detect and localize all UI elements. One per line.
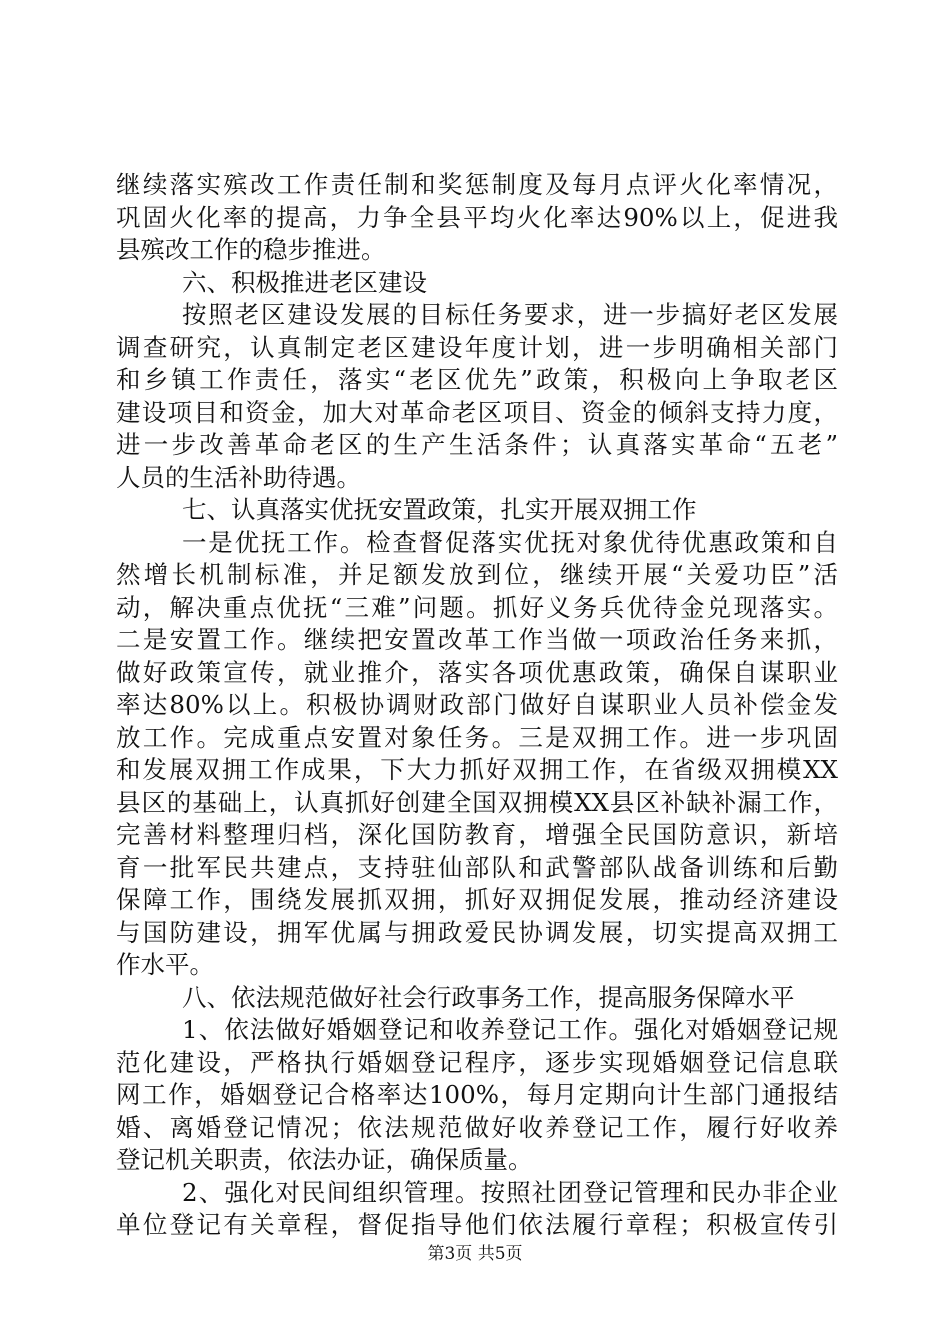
paragraph-line: 人员的生活补助待遇。 <box>116 462 361 492</box>
section-heading: 六、积极推进老区建设 <box>182 267 427 297</box>
paragraph-line: 然增长机制标准，并足额发放到位，继续开展“关爱功臣”活 <box>116 560 838 589</box>
paragraph-line: 动，解决重点优抚“三难”问题。抓好义务兵优待金兑现落实。 <box>116 592 838 622</box>
paragraph-line: 范化建设，严格执行婚姻登记程序，逐步实现婚姻登记信息联 <box>116 1047 838 1077</box>
section-heading: 八、依法规范做好社会行政事务工作，提高服务保障水平 <box>182 982 795 1012</box>
paragraph-line: 建设项目和资金，加大对革命老区项目、资金的倾斜支持力度， <box>116 397 838 427</box>
paragraph-line: 县区的基础上，认真抓好创建全国双拥模XX县区补缺补漏工作， <box>116 787 838 817</box>
paragraph-line: 作水平。 <box>116 950 214 979</box>
paragraph-line: 婚、离婚登记情况；依法规范做好收养登记工作，履行好收养 <box>116 1112 838 1142</box>
paragraph-line: 和发展双拥工作成果，下大力抓好双拥工作，在省级双拥模XX <box>116 755 838 784</box>
paragraph-line: 巩固火化率的提高，力争全县平均火化率达90%以上，促进我 <box>116 202 838 232</box>
page-footer: 第3页 共5页 <box>427 1244 523 1264</box>
paragraph-line: 网工作，婚姻登记合格率达100%，每月定期向计生部门通报结 <box>116 1080 838 1109</box>
paragraph-line: 二是安置工作。继续把安置改革工作当做一项政治任务来抓， <box>116 625 838 654</box>
paragraph-line: 育一批军民共建点，支持驻仙部队和武警部队战备训练和后勤 <box>116 852 838 882</box>
paragraph-line: 率达80%以上。积极协调财政部门做好自谋职业人员补偿金发 <box>116 690 838 719</box>
paragraph-line: 1、依法做好婚姻登记和收养登记工作。强化对婚姻登记规 <box>182 1015 838 1044</box>
paragraph-line: 按照老区建设发展的目标任务要求，进一步搞好老区发展 <box>182 300 838 329</box>
paragraph-line: 保障工作，围绕发展抓双拥，抓好双拥促发展，推动经济建设 <box>116 885 838 914</box>
paragraph-line: 县殡改工作的稳步推进。 <box>116 235 386 264</box>
document-body <box>116 169 838 1242</box>
paragraph-line: 进一步改善革命老区的生产生活条件；认真落实革命“五老” <box>116 430 838 459</box>
paragraph-line: 2、强化对民间组织管理。按照社团登记管理和民办非企业 <box>182 1177 838 1207</box>
paragraph-line: 完善材料整理归档，深化国防教育，增强全民国防意识，新培 <box>116 820 838 849</box>
paragraph-line: 登记机关职责，依法办证，确保质量。 <box>116 1145 533 1174</box>
paragraph-line: 一是优抚工作。检查督促落实优抚对象优待优惠政策和自 <box>182 527 838 557</box>
paragraph-line: 继续落实殡改工作责任制和奖惩制度及每月点评火化率情况， <box>116 170 838 199</box>
paragraph-line: 放工作。完成重点安置对象任务。三是双拥工作。进一步巩固 <box>116 722 838 752</box>
paragraph-line: 调查研究，认真制定老区建设年度计划，进一步明确相关部门 <box>116 332 838 362</box>
paragraph-line: 与国防建设，拥军优属与拥政爱民协调发展，切实提高双拥工 <box>116 917 838 947</box>
paragraph-line: 单位登记有关章程，督促指导他们依法履行章程；积极宣传引 <box>116 1210 838 1239</box>
paragraph-line: 做好政策宣传，就业推介，落实各项优惠政策，确保自谋职业 <box>116 657 838 687</box>
section-heading: 七、认真落实优抚安置政策，扎实开展双拥工作 <box>182 495 697 524</box>
paragraph-line: 和乡镇工作责任，落实“老区优先”政策，积极向上争取老区 <box>116 365 838 394</box>
